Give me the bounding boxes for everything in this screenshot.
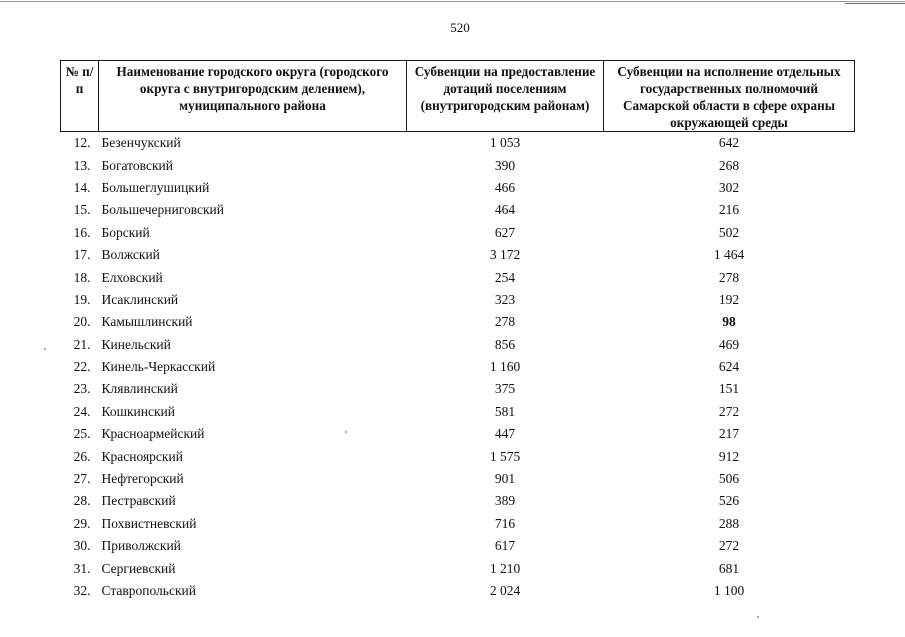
row-number: 26. <box>73 448 91 464</box>
row-municipality-name: Камышлинский <box>101 314 193 330</box>
row-municipality-name: Похвистневский <box>101 515 197 531</box>
table-row <box>61 490 855 512</box>
row-number: 28. <box>73 493 91 509</box>
row-subvention-dotations: 1 210 <box>489 560 521 576</box>
scan-edge-dash <box>845 3 905 4</box>
row-subvention-environment: 302 <box>718 179 740 195</box>
row-number: 12. <box>73 135 91 151</box>
row-subvention-environment: 912 <box>718 448 740 464</box>
row-municipality-name: Богатовский <box>101 157 173 173</box>
table-row <box>61 289 855 311</box>
row-subvention-environment: 278 <box>718 269 740 285</box>
row-subvention-environment: 217 <box>718 426 740 442</box>
header-municipality: Наименование городского округа (городского округа с внутригородским делением), муниципального района <box>99 61 407 132</box>
table-row <box>61 132 855 155</box>
page-number: 520 <box>450 20 470 35</box>
row-subvention-dotations: 254 <box>494 269 516 285</box>
table-row <box>61 199 855 221</box>
row-municipality-name: Кинельский <box>101 336 171 352</box>
row-subvention-dotations: 3 172 <box>489 247 521 263</box>
row-subvention-dotations: 581 <box>494 403 516 419</box>
row-subvention-dotations: 901 <box>494 471 516 487</box>
row-subvention-dotations: 856 <box>494 336 516 352</box>
row-municipality-name: Волжский <box>101 247 160 263</box>
row-subvention-dotations: 617 <box>494 538 516 554</box>
row-number: 14. <box>73 179 91 195</box>
row-number: 17. <box>73 247 91 263</box>
row-municipality-name: Кинель-Черкасский <box>101 359 216 375</box>
row-subvention-environment: 469 <box>718 336 740 352</box>
subventions-table <box>60 60 855 602</box>
row-number: 27. <box>73 471 91 487</box>
row-subvention-environment: 216 <box>718 202 740 218</box>
row-municipality-name: Безенчукский <box>101 135 181 151</box>
row-number: 31. <box>73 560 91 576</box>
table-row <box>61 468 855 490</box>
row-municipality-name: Елховский <box>101 269 163 285</box>
row-municipality-name: Сергиевский <box>101 560 176 576</box>
row-number: 22. <box>73 359 91 375</box>
row-subvention-environment: 272 <box>718 403 740 419</box>
scan-speck <box>44 348 46 350</box>
row-municipality-name: Большечерниговский <box>101 202 224 218</box>
row-subvention-dotations: 278 <box>494 314 516 330</box>
row-subvention-environment: 272 <box>718 538 740 554</box>
row-number: 30. <box>73 538 91 554</box>
row-subvention-dotations: 464 <box>494 202 516 218</box>
header-subvention-environment: Субвенции на исполнение отдельных государственных полномочий Самарской области в сфере охраны окружающей среды <box>604 61 855 132</box>
row-subvention-dotations: 375 <box>494 381 516 397</box>
row-subvention-environment: 151 <box>718 381 740 397</box>
row-municipality-name: Красноярский <box>101 448 183 464</box>
row-subvention-dotations: 1 160 <box>489 359 521 375</box>
row-number: 25. <box>73 426 91 442</box>
row-municipality-name: Приволжский <box>101 538 181 554</box>
row-subvention-environment: 502 <box>718 224 740 240</box>
row-subvention-environment: 1 464 <box>713 247 745 263</box>
row-subvention-environment: 268 <box>718 157 740 173</box>
table-row <box>61 378 855 400</box>
row-number: 19. <box>73 291 91 307</box>
row-number: 32. <box>73 583 91 598</box>
row-subvention-dotations: 627 <box>494 224 516 240</box>
row-municipality-name: Нефтегорский <box>101 471 184 487</box>
row-subvention-environment: 1 100 <box>713 583 745 598</box>
table-row <box>61 535 855 557</box>
table-row <box>61 244 855 266</box>
row-municipality-name: Кошкинский <box>101 403 175 419</box>
row-municipality-name: Борский <box>101 224 150 240</box>
header-number: № п/п <box>61 61 99 132</box>
row-subvention-dotations: 2 024 <box>489 583 521 598</box>
table-row <box>61 445 855 467</box>
table-row <box>61 154 855 176</box>
row-subvention-dotations: 323 <box>494 291 516 307</box>
row-number: 15. <box>73 202 91 218</box>
row-number: 16. <box>73 224 91 240</box>
table-row <box>61 311 855 333</box>
row-subvention-environment: 624 <box>718 359 740 375</box>
row-number: 20. <box>73 314 91 330</box>
row-subvention-environment: 642 <box>718 135 740 151</box>
table-row <box>61 266 855 288</box>
row-subvention-dotations: 447 <box>494 426 516 442</box>
row-subvention-dotations: 389 <box>494 493 516 509</box>
row-municipality-name: Большеглушицкий <box>101 179 210 195</box>
row-municipality-name: Клявлинский <box>101 381 178 397</box>
table-body <box>61 132 855 603</box>
scan-speck <box>345 431 347 433</box>
table-row <box>61 557 855 579</box>
row-subvention-environment: 192 <box>718 291 740 307</box>
row-number: 24. <box>73 403 91 419</box>
row-subvention-environment: 506 <box>718 471 740 487</box>
row-municipality-name: Ставропольский <box>101 583 196 598</box>
table-row <box>61 334 855 356</box>
table-row <box>61 356 855 378</box>
row-number: 29. <box>73 515 91 531</box>
table-row <box>61 580 855 602</box>
table-row <box>61 423 855 445</box>
header-subvention-dotations: Субвенции на предоставление дотаций поселениям (внутригородским районам) <box>407 61 604 132</box>
table-row <box>61 222 855 244</box>
row-subvention-dotations: 1 053 <box>489 135 521 151</box>
row-subvention-dotations: 1 575 <box>489 448 521 464</box>
row-number: 13. <box>73 157 91 173</box>
row-subvention-environment: 526 <box>718 493 740 509</box>
row-municipality-name: Исаклинский <box>101 291 179 307</box>
header-row <box>61 61 855 132</box>
row-subvention-dotations: 466 <box>494 179 516 195</box>
row-subvention-environment: 288 <box>718 515 740 531</box>
row-number: 18. <box>73 269 91 285</box>
row-subvention-dotations: 390 <box>494 157 516 173</box>
table-row <box>61 177 855 199</box>
table-header <box>61 61 855 132</box>
row-number: 21. <box>73 336 91 352</box>
scan-speck <box>757 616 759 618</box>
table-row <box>61 401 855 423</box>
table-row <box>61 513 855 535</box>
row-municipality-name: Пестравский <box>101 493 176 509</box>
row-municipality-name: Красноармейский <box>101 426 205 442</box>
row-number: 23. <box>73 381 91 397</box>
row-subvention-environment: 681 <box>718 560 740 576</box>
row-subvention-dotations: 716 <box>494 515 516 531</box>
row-subvention-environment: 98 <box>722 314 736 330</box>
scan-edge-line <box>0 1 905 2</box>
